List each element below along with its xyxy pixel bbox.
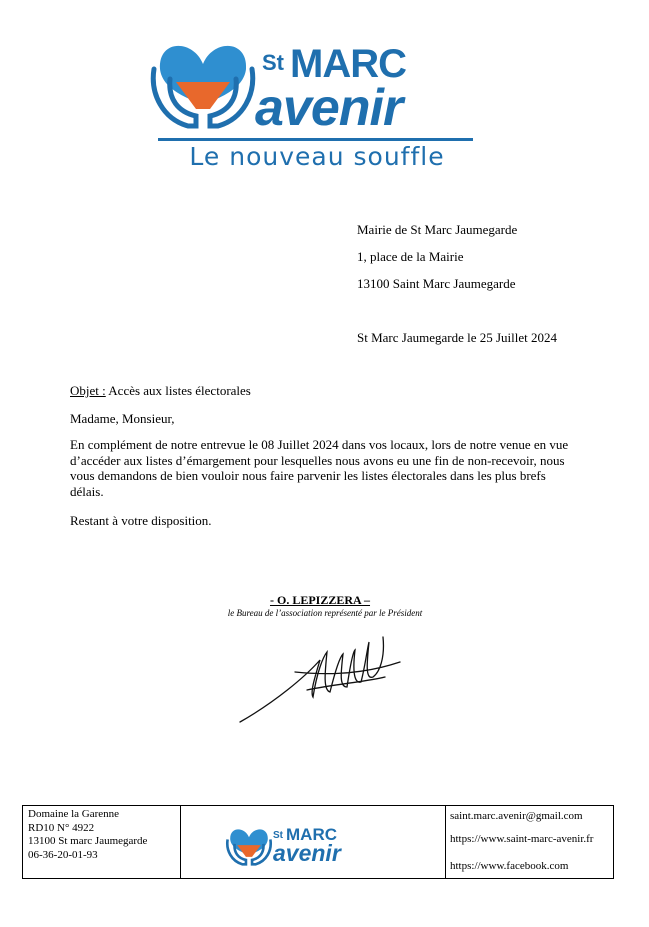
footer-email-link[interactable]: saint.marc.avenir@gmail.com [450,810,583,822]
footer-logo-avenir: avenir [273,840,341,866]
footer-heart-hands-icon [225,824,273,868]
closing: Restant à votre disposition. [70,513,212,528]
subject-text: Accès aux listes électorales [105,383,251,398]
salutation: Madame, Monsieur, [70,411,175,426]
date-line: St Marc Jaumegarde le 25 Juillet 2024 [357,330,558,345]
footer-website-link[interactable]: https://www.saint-marc-avenir.fr [450,833,594,845]
subject-line [70,383,251,399]
heart-hands-icon [148,34,258,134]
subject-label: Objet : [70,383,106,398]
footer-contact-cell [446,806,613,878]
logo-divider [158,138,473,141]
footer-address-line: Domaine la Garenne [28,808,120,820]
footer-address-line: RD10 N° 4922 [28,821,95,834]
footer-address-line: 13100 St marc Jaumegarde [28,835,148,847]
logo-marc-text: MARC [290,42,406,86]
footer-logo-st: St [273,830,283,841]
footer-logo-marc: MARC [286,825,337,844]
handwritten-signature [235,632,410,732]
signatory-role: le Bureau de l’association représenté par le Président [227,608,423,618]
logo-st-text: St [262,50,284,75]
footer-table [22,805,614,879]
logo-avenir-text: avenir [255,79,403,137]
logo-tagline: Le nouveau souffle [189,142,445,171]
letter-body: En complément de notre entrevue le 08 Juillet 2024 dans vos locaux, lors de notre venue en vue d’accéder aux listes d’émargement pour lesquelles nous avons eu une fin de non-recevoir, nous vous demandons de bien vouloir nous faire parvenir les listes électorales dans les plus brefs délais. [70,437,569,499]
footer-logo-cell [181,806,446,878]
recipient-line-3: 13100 Saint Marc Jaumegarde [357,276,516,291]
signatory-name: - O. LEPIZZERA – [269,593,371,607]
footer-address-cell [23,806,181,878]
recipient-line-1: Mairie de St Marc Jaumegarde [357,222,518,237]
footer-facebook-link[interactable]: https://www.facebook.com [450,860,569,872]
footer-phone: 06-36-20-01-93 [28,848,98,861]
recipient-line-2: 1, place de la Mairie [357,249,464,264]
